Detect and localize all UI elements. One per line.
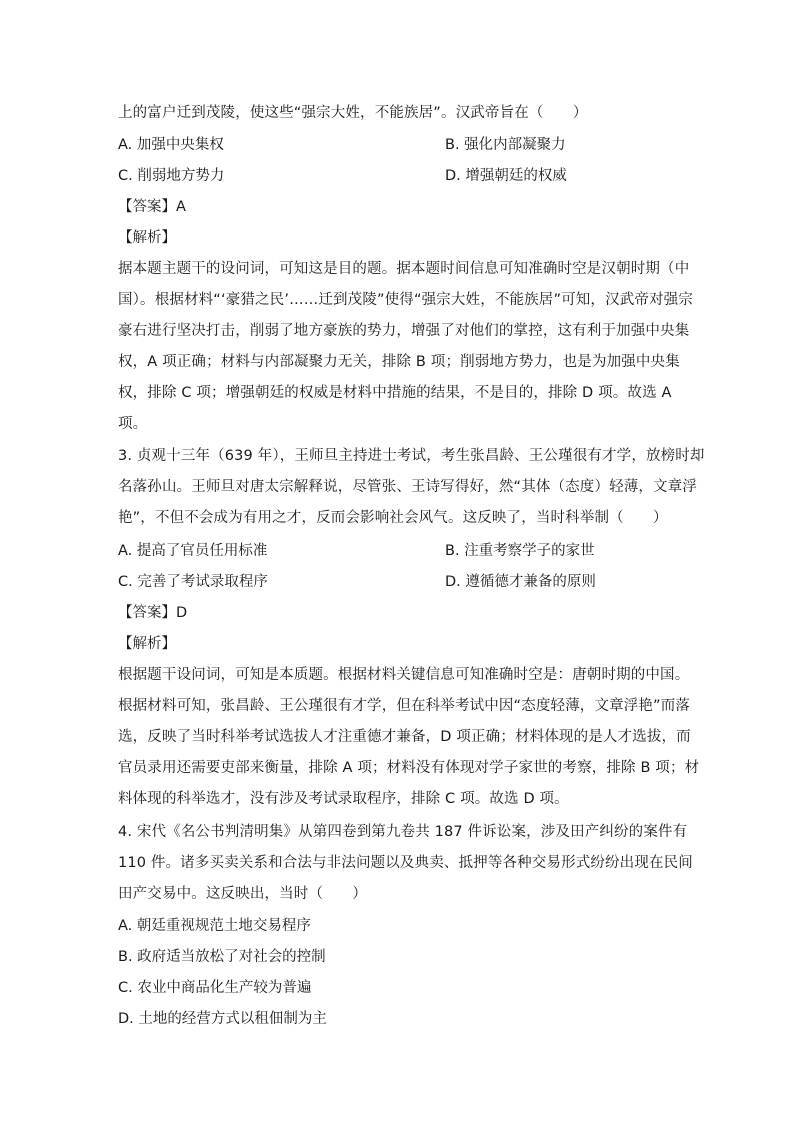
q3-option-d: D. 遵循德才兼备的原则	[445, 574, 596, 590]
q3-analysis-line: 官员录用还需要吏部来衡量，排除 A 项；材料没有体现对学子家世的考察，排除 B 项；材	[118, 760, 700, 776]
q3-stem-line: 名落孙山。王师旦对唐太宗解释说，尽管张、王诗写得好，然“其体（态度）轻薄，文章浮	[118, 479, 698, 495]
q4-option-a: A. 朝廷重视规范土地交易程序	[118, 918, 311, 934]
q3-stem-line: 3. 贞观十三年（639 年），王师旦主持进士考试，考生张昌龄、王公瑾很有才学，放榜时却	[118, 448, 705, 464]
q2-option-c: C. 削弱地方势力	[118, 168, 225, 184]
q3-option-b: B. 注重考察学子的家世	[445, 543, 595, 559]
q4-stem-line: 4. 宋代《名公书判清明集》从第四卷到第九卷共 187 件诉讼案，涉及田产纠纷的案件有	[118, 824, 688, 840]
q2-analysis-line: 据本题主题干的设问词，可知这是目的题。据本题时间信息可知准确时空是汉朝时期（中	[118, 261, 690, 277]
q2-option-a: A. 加强中央集权	[118, 137, 224, 153]
q2-analysis-line: 国）。根据材料“‘豪猎之民’……迁到茂陵”使得“强宗大姓，不能族居”可知，汉武帝对强宗	[118, 292, 693, 308]
q2-answer: 【答案】A	[118, 199, 186, 215]
q3-answer: 【答案】D	[118, 605, 188, 621]
q2-option-d: D. 增强朝廷的权威	[445, 168, 567, 184]
q3-option-a: A. 提高了官员任用标准	[118, 543, 268, 559]
q2-analysis-line: 项。	[118, 416, 148, 432]
q3-analysis-line: 选，反映了当时科举考试选拔人才注重德才兼备，D 项正确；材料体现的是人才选拔，而	[118, 729, 691, 745]
q2-option-b: B. 强化内部凝聚力	[445, 137, 566, 153]
q2-analysis-line: 权，A 项正确；材料与内部凝聚力无关，排除 B 项；削弱地方势力，也是为加强中央集	[118, 354, 680, 370]
q3-analysis-label: 【解析】	[118, 636, 176, 652]
q4-option-d: D. 土地的经营方式以租佃制为主	[118, 1011, 327, 1027]
q4-option-b: B. 政府适当放松了对社会的控制	[118, 949, 326, 965]
q2-analysis-line: 豪右进行坚决打击，削弱了地方豪族的势力，增强了对他们的掌控，这有利于加强中央集	[118, 323, 690, 339]
q4-stem-line: 110 件。诸多买卖关系和合法与非法问题以及典卖、抵押等各种交易形式纷纷出现在民间	[118, 855, 693, 871]
q3-option-c: C. 完善了考试录取程序	[118, 574, 268, 590]
q2-stem-tail: 上的富户迁到茂陵，使这些“强宗大姓，不能族居”。汉武帝旨在（ ）	[118, 105, 588, 121]
q4-option-c: C. 农业中商品化生产较为普遍	[118, 980, 312, 996]
q4-stem-line: 田产交易中。这反映出，当时（ ）	[118, 886, 368, 902]
q3-analysis-line: 料体现的科举选才，没有涉及考试录取程序，排除 C 项。故选 D 项。	[118, 791, 569, 807]
q3-analysis-line: 根据材料可知，张昌龄、王公瑾很有才学，但在科举考试中因“态度轻薄，文章浮艳”而落	[118, 698, 691, 714]
q2-analysis-label: 【解析】	[118, 230, 176, 246]
q3-stem-line: 艳”，不但不会成为有用之才，反而会影响社会风气。这反映了，当时科举制（ ）	[118, 510, 668, 526]
q2-analysis-line: 权，排除 C 项；增强朝廷的权威是材料中措施的结果，不是目的，排除 D 项。故选 A	[118, 385, 672, 401]
q3-analysis-line: 根据题干设问词，可知是本质题。根据材料关键信息可知准确时空是：唐朝时期的中国。	[118, 667, 690, 683]
